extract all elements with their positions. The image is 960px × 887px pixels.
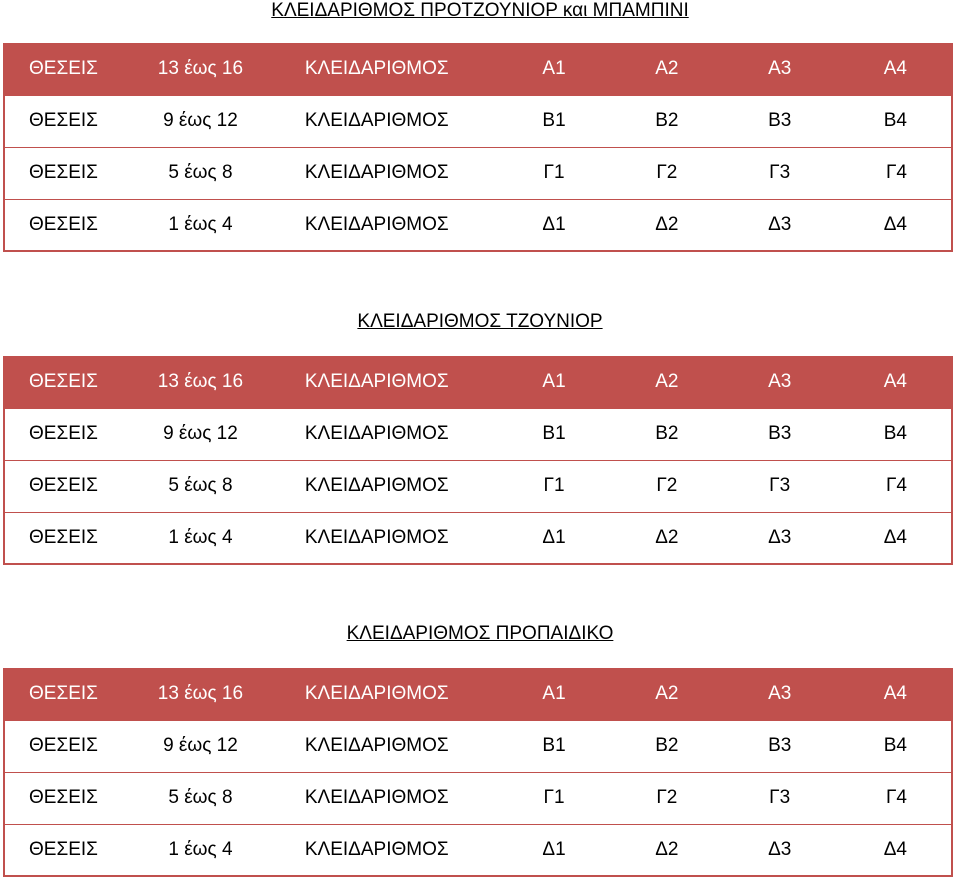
section-title: ΚΛΕΙΔΑΡΙΘΜΟΣ ΠΡΟΤΖΟΥΝΙΟΡ και ΜΠΑΜΠΙΝΙ	[271, 0, 689, 21]
cell-slot: Α1	[498, 43, 611, 95]
cell-label: ΘΕΣΕΙΣ	[4, 668, 145, 720]
key-table	[3, 43, 953, 252]
cell-label: ΘΕΣΕΙΣ	[4, 824, 145, 876]
cell-slot: Β2	[610, 95, 723, 147]
cell-slot: Β3	[723, 720, 836, 772]
cell-label: ΘΕΣΕΙΣ	[4, 95, 145, 147]
cell-slot: Γ2	[610, 147, 723, 199]
cell-label: ΘΕΣΕΙΣ	[4, 460, 145, 512]
cell-slot: Β1	[498, 720, 611, 772]
cell-key-label: ΚΛΕΙΔΑΡΙΘΜΟΣ	[256, 356, 498, 408]
cell-slot: Δ4	[836, 512, 952, 564]
cell-range: 9 έως 12	[145, 720, 256, 772]
cell-label: ΘΕΣΕΙΣ	[4, 408, 145, 460]
table-row	[4, 720, 952, 772]
cell-slot: Α3	[723, 356, 836, 408]
cell-label: ΘΕΣΕΙΣ	[4, 199, 145, 251]
cell-label: ΘΕΣΕΙΣ	[4, 356, 145, 408]
cell-slot: Γ1	[498, 460, 611, 512]
cell-range: 5 έως 8	[145, 772, 256, 824]
table-row	[4, 824, 952, 876]
table-row	[4, 668, 952, 720]
table-row	[4, 43, 952, 95]
cell-label: ΘΕΣΕΙΣ	[4, 720, 145, 772]
cell-slot: Δ3	[723, 512, 836, 564]
cell-slot: Γ1	[498, 147, 611, 199]
cell-range: 9 έως 12	[145, 95, 256, 147]
cell-key-label: ΚΛΕΙΔΑΡΙΘΜΟΣ	[256, 147, 498, 199]
cell-slot: Γ4	[836, 772, 952, 824]
cell-range: 1 έως 4	[145, 512, 256, 564]
section-title: ΚΛΕΙΔΑΡΙΘΜΟΣ ΤΖΟΥΝΙΟΡ	[357, 311, 603, 332]
cell-range: 13 έως 16	[145, 356, 256, 408]
cell-range: 9 έως 12	[145, 408, 256, 460]
cell-slot: Β4	[836, 720, 952, 772]
cell-slot: Δ1	[498, 199, 611, 251]
cell-key-label: ΚΛΕΙΔΑΡΙΘΜΟΣ	[256, 43, 498, 95]
cell-slot: Δ2	[610, 512, 723, 564]
cell-slot: Δ1	[498, 512, 611, 564]
cell-slot: Α2	[610, 668, 723, 720]
cell-key-label: ΚΛΕΙΔΑΡΙΘΜΟΣ	[256, 408, 498, 460]
cell-key-label: ΚΛΕΙΔΑΡΙΘΜΟΣ	[256, 199, 498, 251]
cell-slot: Β3	[723, 408, 836, 460]
key-table	[3, 356, 953, 565]
cell-label: ΘΕΣΕΙΣ	[4, 512, 145, 564]
cell-slot: Γ2	[610, 772, 723, 824]
cell-slot: Γ4	[836, 147, 952, 199]
cell-slot: Α4	[836, 356, 952, 408]
cell-slot: Δ3	[723, 824, 836, 876]
cell-slot: Α3	[723, 43, 836, 95]
cell-range: 5 έως 8	[145, 147, 256, 199]
cell-key-label: ΚΛΕΙΔΑΡΙΘΜΟΣ	[256, 95, 498, 147]
table-row	[4, 147, 952, 199]
cell-slot: Δ3	[723, 199, 836, 251]
cell-key-label: ΚΛΕΙΔΑΡΙΘΜΟΣ	[256, 720, 498, 772]
cell-key-label: ΚΛΕΙΔΑΡΙΘΜΟΣ	[256, 460, 498, 512]
cell-key-label: ΚΛΕΙΔΑΡΙΘΜΟΣ	[256, 772, 498, 824]
table-row	[4, 199, 952, 251]
cell-slot: Δ4	[836, 824, 952, 876]
cell-slot: Β1	[498, 95, 611, 147]
cell-range: 1 έως 4	[145, 199, 256, 251]
cell-slot: Β4	[836, 408, 952, 460]
cell-slot: Γ3	[723, 772, 836, 824]
cell-slot: Γ3	[723, 460, 836, 512]
cell-range: 13 έως 16	[145, 668, 256, 720]
cell-slot: Α3	[723, 668, 836, 720]
cell-label: ΘΕΣΕΙΣ	[4, 147, 145, 199]
cell-slot: Γ4	[836, 460, 952, 512]
cell-key-label: ΚΛΕΙΔΑΡΙΘΜΟΣ	[256, 668, 498, 720]
cell-slot: Δ1	[498, 824, 611, 876]
cell-slot: Β3	[723, 95, 836, 147]
cell-range: 5 έως 8	[145, 460, 256, 512]
cell-slot: Α2	[610, 43, 723, 95]
cell-range: 1 έως 4	[145, 824, 256, 876]
cell-slot: Β2	[610, 408, 723, 460]
cell-slot: Α2	[610, 356, 723, 408]
cell-slot: Α4	[836, 43, 952, 95]
table-row	[4, 512, 952, 564]
table-row	[4, 772, 952, 824]
cell-slot: Β1	[498, 408, 611, 460]
cell-key-label: ΚΛΕΙΔΑΡΙΘΜΟΣ	[256, 824, 498, 876]
cell-slot: Α1	[498, 668, 611, 720]
cell-slot: Α1	[498, 356, 611, 408]
cell-slot: Γ1	[498, 772, 611, 824]
cell-label: ΘΕΣΕΙΣ	[4, 772, 145, 824]
cell-label: ΘΕΣΕΙΣ	[4, 43, 145, 95]
cell-slot: Γ3	[723, 147, 836, 199]
cell-slot: Α4	[836, 668, 952, 720]
cell-slot: Γ2	[610, 460, 723, 512]
table-row	[4, 95, 952, 147]
cell-slot: Β4	[836, 95, 952, 147]
cell-range: 13 έως 16	[145, 43, 256, 95]
section-title: ΚΛΕΙΔΑΡΙΘΜΟΣ ΠΡΟΠΑΙΔΙΚΟ	[346, 623, 614, 644]
cell-slot: Β2	[610, 720, 723, 772]
table-row	[4, 408, 952, 460]
table-row	[4, 460, 952, 512]
cell-key-label: ΚΛΕΙΔΑΡΙΘΜΟΣ	[256, 512, 498, 564]
key-table	[3, 668, 953, 877]
cell-slot: Δ2	[610, 824, 723, 876]
cell-slot: Δ4	[836, 199, 952, 251]
cell-slot: Δ2	[610, 199, 723, 251]
table-row	[4, 356, 952, 408]
